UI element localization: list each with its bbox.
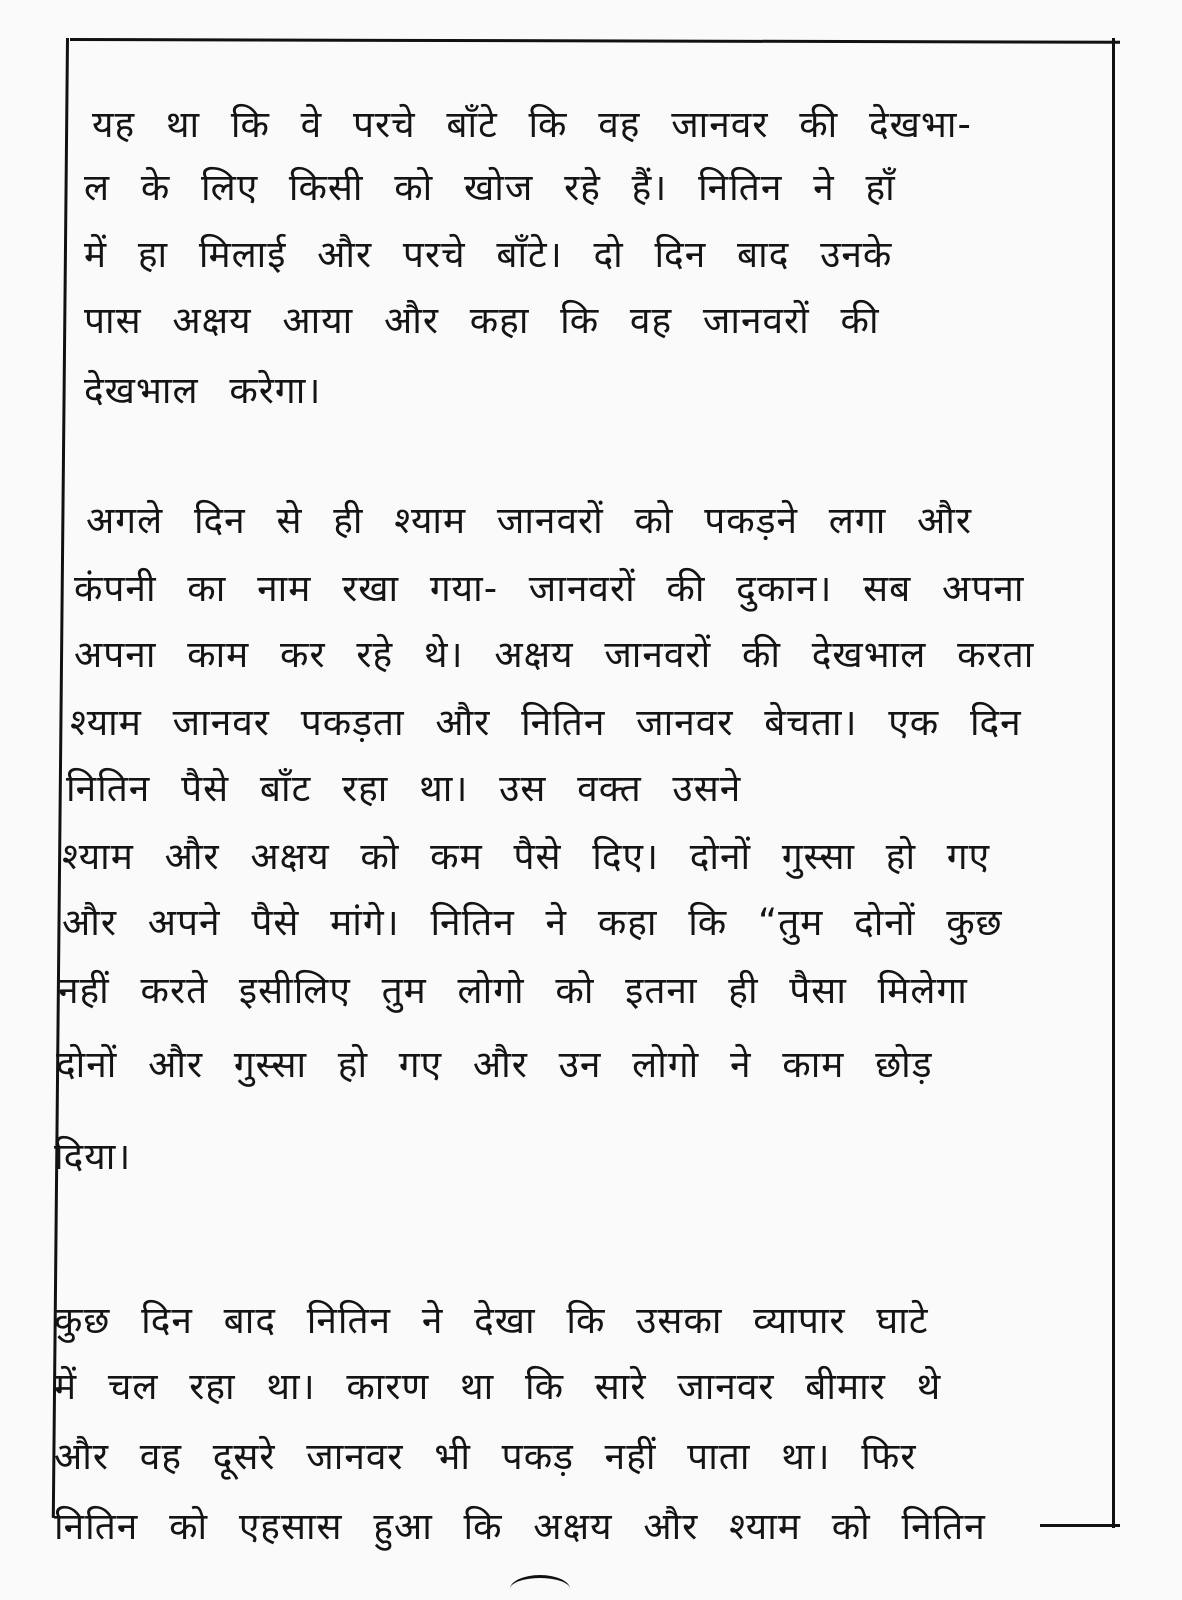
text-line: और वह दूसरे जानवर भी पकड़ नहीं पाता था। फिर (54, 1435, 917, 1478)
text-line: देखभाल करेगा। (84, 369, 322, 412)
page-border-top (70, 38, 1120, 44)
text-line: नितिन को एहसास हुआ कि अक्षय और श्याम को नितिन (54, 1505, 986, 1548)
text-line: अगले दिन से ही श्याम जानवरों को पकड़ने लगा और (86, 499, 973, 542)
text-line: नहीं करते इसीलिए तुम लोगो को इतना ही पैसा मिलेगा (58, 969, 968, 1012)
text-line: श्याम जानवर पकड़ता और नितिन जानवर बेचता। एक दिन (70, 701, 1022, 744)
text-line: यह था कि वे परचे बाँटे कि वह जानवर की देखभा- (92, 103, 972, 146)
partial-mark-bottom (510, 1575, 570, 1600)
text-line: दोनों और गुस्सा हो गए और उन लोगो ने काम छोड़ (56, 1043, 933, 1086)
text-line: अपना काम कर रहे थे। अक्षय जानवरों की देखभाल करता (74, 633, 1035, 676)
text-line: में हा मिलाई और परचे बाँटे। दो दिन बाद उनके (84, 233, 893, 276)
text-line: पास अक्षय आया और कहा कि वह जानवरों की (84, 299, 880, 342)
text-line: ल के लिए किसी को खोज रहे हैं। नितिन ने हाँ (84, 166, 896, 209)
text-line: कुछ दिन बाद नितिन ने देखा कि उसका व्यापार घाटे (54, 1299, 929, 1342)
text-line: नितिन पैसे बाँट रहा था। उस वक्त उसने (66, 767, 742, 810)
text-line: कंपनी का नाम रखा गया- जानवरों की दुकान। सब अपना (74, 567, 1025, 610)
text-line: दिया। (54, 1135, 132, 1178)
text-line: और अपने पैसे मांगे। नितिन ने कहा कि “तुम दोनों कुछ (62, 901, 1003, 944)
text-line: में चल रहा था। कारण था कि सारे जानवर बीमार थे (54, 1365, 942, 1408)
text-line: श्याम और अक्षय को कम पैसे दिए। दोनों गुस्सा हो गए (62, 835, 991, 878)
